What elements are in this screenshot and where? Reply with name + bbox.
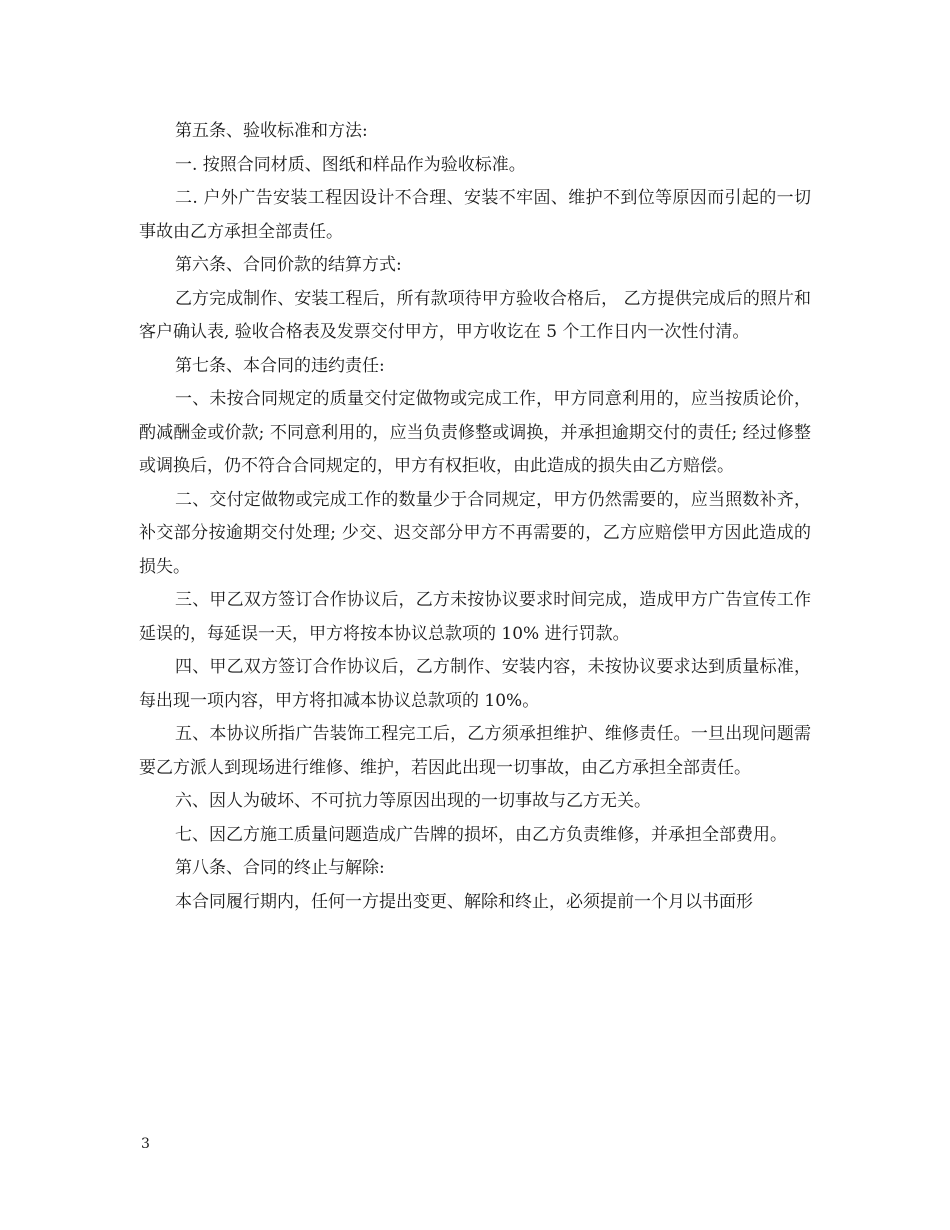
- paragraph: 七、因乙方施工质量问题造成广告牌的损坏，由乙方负责维修，并承担全部费用。: [175, 824, 787, 845]
- paragraph: 乙方完成制作、安装工程后，所有款项待甲方验收合格后， 乙方提供完成后的照片和客户确认表, 验收合格表及发票交付甲方，甲方收讫在 5 个工作日内一次性付清。: [139, 288, 811, 342]
- paragraph: 四、甲乙双方签订合作协议后，乙方制作、安装内容，未按协议要求达到质量标准，每出现一项内容，甲方将扣减本协议总款项的 10%。: [139, 657, 811, 711]
- paragraph: 一、未按合同规定的质量交付定做物或完成工作，甲方同意利用的，应当按质论价，酌减酬金或价款; 不同意利用的，应当负责修整或调换，并承担逾期交付的责任; 经过修整或调换后，仍不符合合同规定的，甲方有权拒收，由此造成的损失由乙方赔偿。: [139, 389, 811, 476]
- contract-body: [139, 115, 811, 919]
- paragraph: 一. 按照合同材质、图纸和样品作为验收标准。: [175, 154, 526, 175]
- clause-8-heading: 第八条、合同的终止与解除:: [175, 858, 385, 878]
- clause-7-heading: 第七条、本合同的违约责任:: [175, 355, 385, 376]
- paragraph: 五、本协议所指广告装饰工程完工后，乙方须承担维护、维修责任。一旦出现问题需要乙方派人到现场进行维修、维护，若因此出现一切事故，由乙方承担全部责任。: [139, 724, 811, 778]
- paragraph: 六、因人为破坏、不可抗力等原因出现的一切事故与乙方无关。: [175, 791, 651, 811]
- page-number: 3: [141, 1136, 150, 1152]
- paragraph: 二. 户外广告安装工程因设计不合理、安装不牢固、维护不到位等原因而引起的一切事故由乙方承担全部责任。: [139, 188, 811, 242]
- clause-5-heading: 第五条、验收标准和方法:: [175, 121, 368, 141]
- clause-6-heading: 第六条、合同价款的结算方式:: [175, 255, 402, 275]
- paragraph: 二、交付定做物或完成工作的数量少于合同规定，甲方仍然需要的，应当照数补齐，补交部分按逾期交付处理; 少交、迟交部分甲方不再需要的，乙方应赔偿甲方因此造成的损失。: [139, 489, 811, 577]
- paragraph: 三、甲乙双方签订合作协议后，乙方未按协议要求时间完成，造成甲方广告宣传工作延误的，每延误一天，甲方将按本协议总款项的 10% 进行罚款。: [139, 590, 811, 644]
- paragraph: 本合同履行期内，任何一方提出变更、解除和终止，必须提前一个月以书面形: [175, 891, 753, 912]
